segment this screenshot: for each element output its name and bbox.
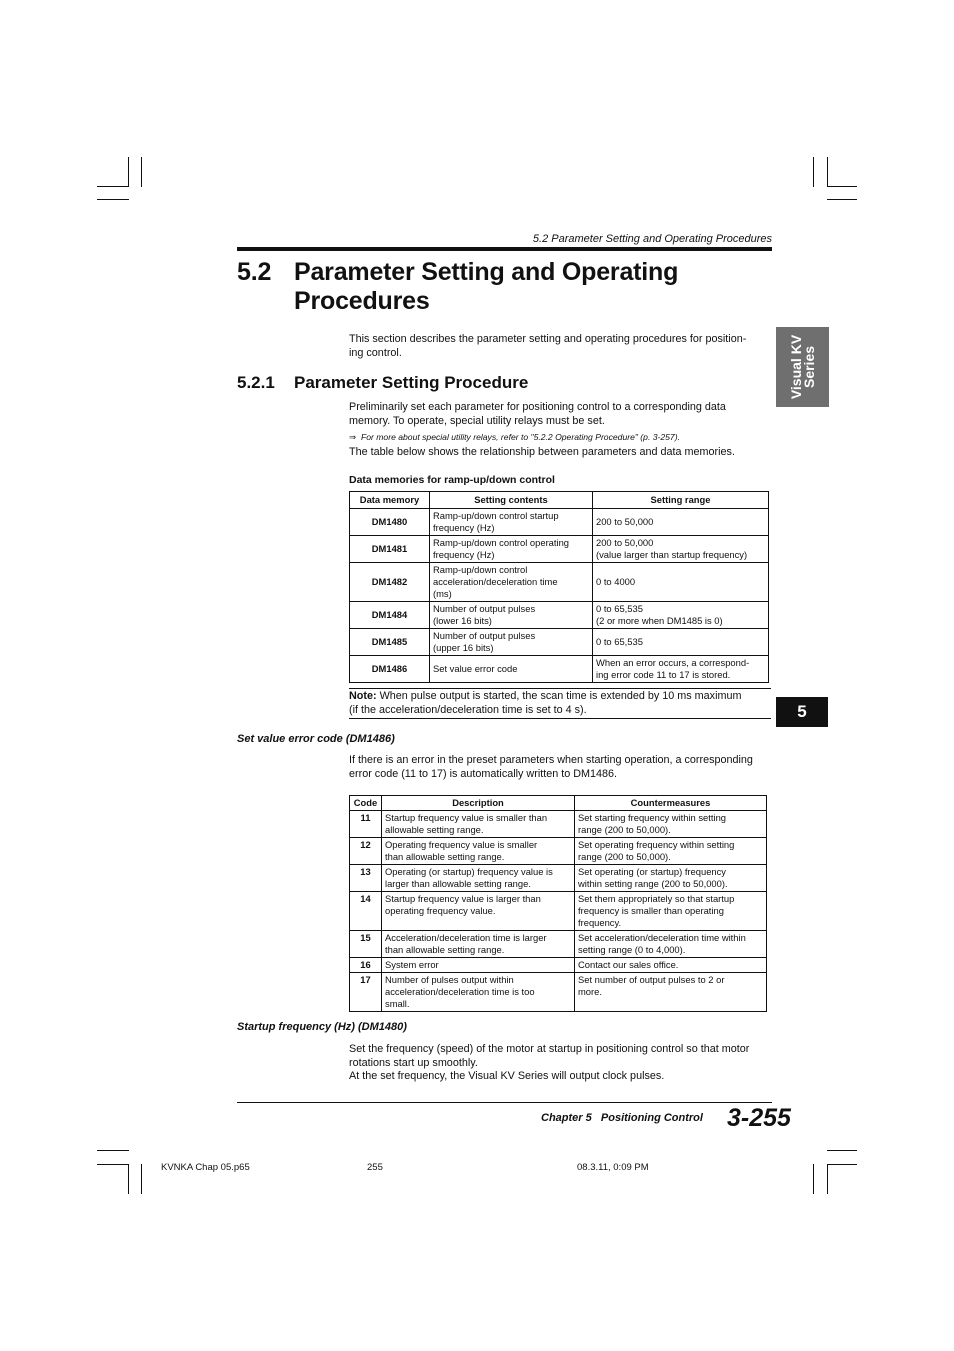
- side-tab: [776, 327, 829, 407]
- intro-line: ing control.: [349, 346, 402, 359]
- para-line: At the set frequency, the Visual KV Series will output clock pulses.: [349, 1070, 665, 1082]
- cross-reference[interactable]: ⇒ For more about special utility relays, refer to "5.2.2 Operating Procedure" (p. 3-257).: [349, 432, 680, 442]
- title-line2: Procedures: [294, 287, 430, 315]
- para-line: error code (11 to 17) is automatically written to DM1486.: [349, 767, 618, 780]
- footer-chapter: Chapter 5 Positioning Control: [541, 1112, 703, 1124]
- crop-mark: [813, 1164, 814, 1194]
- intro-paragraph: [349, 333, 746, 360]
- crop-mark: [128, 157, 129, 187]
- running-header: 5.2 Parameter Setting and Operating Procedures: [532, 233, 772, 245]
- crop-mark: [813, 157, 814, 187]
- crop-mark: [827, 1150, 857, 1151]
- column-header: Data memory: [350, 492, 430, 509]
- side-tab-label: Visual KV Series: [788, 334, 817, 400]
- para-line: memory. To operate, special utility relays must be set.: [349, 414, 605, 427]
- table-row: 12 Operating frequency value is smaller than allowable setting range. Set operating frequency within setting range (200 to 50,000).: [350, 838, 767, 865]
- table-row: 14 Startup frequency value is larger than operating frequency value. Set them appropriately so that startup frequency is smaller than operating frequency.: [350, 892, 767, 931]
- section-heading: [237, 373, 528, 393]
- table-row: DM1482 Ramp-up/down control acceleration/deceleration time (ms) 0 to 4000: [350, 563, 769, 602]
- title-number: 5.2: [237, 258, 272, 286]
- print-page: 255: [367, 1162, 383, 1173]
- table-row: 16 System error Contact our sales office.: [350, 958, 767, 973]
- print-file: KVNKA Chap 05.p65: [161, 1162, 250, 1173]
- intro-line: This section describes the parameter setting and operating procedures for position-: [349, 333, 747, 345]
- column-header: Countermeasures: [575, 796, 767, 811]
- crop-mark: [97, 186, 129, 187]
- para-line: Set the frequency (speed) of the motor at startup in positioning control so that motor: [349, 1043, 750, 1055]
- crop-mark: [827, 199, 857, 200]
- section-paragraph-2: The table below shows the relationship between parameters and data memories.: [349, 446, 735, 458]
- table-row: 17 Number of pulses output within acceleration/deceleration time is too small. Set number of output pulses to 2 or more.: [350, 973, 767, 1012]
- crop-mark: [141, 157, 142, 187]
- reference-arrow-icon: ⇒: [349, 432, 357, 442]
- footer-rule: [237, 1102, 772, 1103]
- table-row: 15 Acceleration/deceleration time is larger than allowable setting range. Set acceleration/deceleration time within setting range (0 to 4,000).: [350, 931, 767, 958]
- table-row: DM1486 Set value error code When an error occurs, a correspond- ing error code 11 to 17 is stored.: [350, 656, 769, 683]
- page-number: 3-255: [727, 1104, 791, 1132]
- column-header: Code: [350, 796, 382, 811]
- header-rule: [237, 247, 772, 251]
- table-header-row: [350, 492, 769, 509]
- error-code-paragraph: [349, 754, 753, 781]
- para-line: Preliminarily set each parameter for positioning control to a corresponding data: [349, 401, 726, 413]
- table-header-row: [350, 796, 767, 811]
- subheading-error-code: Set value error code (DM1486): [237, 733, 395, 745]
- para-line: If there is an error in the preset parameters when starting operation, a corresponding: [349, 754, 753, 766]
- crop-mark: [827, 157, 828, 187]
- note-text: When pulse output is started, the scan time is extended by 10 ms maximum: [376, 690, 742, 702]
- crop-mark: [97, 1150, 129, 1151]
- column-header: Description: [382, 796, 575, 811]
- table-row: DM1485 Number of output pulses (upper 16 bits) 0 to 65,535: [350, 629, 769, 656]
- title-line1: Parameter Setting and Operating: [294, 258, 679, 286]
- section-title: Parameter Setting Procedure: [294, 373, 529, 392]
- note-text-line2: (if the acceleration/deceleration time is set to 4 s).: [349, 703, 587, 716]
- error-code-table: [349, 795, 767, 1012]
- section-number: 5.2.1: [237, 373, 275, 392]
- chapter-tab: 5: [776, 697, 828, 727]
- crop-mark: [141, 1164, 142, 1194]
- crop-mark: [827, 1164, 828, 1194]
- table-row: DM1484 Number of output pulses (lower 16 bits) 0 to 65,535 (2 or more when DM1485 is 0): [350, 602, 769, 629]
- table-row: DM1481 Ramp-up/down control operating frequency (Hz) 200 to 50,000 (value larger than startup frequency): [350, 536, 769, 563]
- table-row: 13 Operating (or startup) frequency value is larger than allowable setting range. Set operating (or startup) frequency within setting range (200 to 50,000).: [350, 865, 767, 892]
- crop-mark: [827, 186, 857, 187]
- crop-mark: [97, 199, 129, 200]
- startup-frequency-paragraph: [349, 1043, 749, 1084]
- crop-mark: [827, 1164, 857, 1165]
- subheading-startup-frequency: Startup frequency (Hz) (DM1480): [237, 1021, 407, 1033]
- note-box: [349, 688, 771, 719]
- page-title: [237, 258, 678, 316]
- crop-mark: [97, 1164, 129, 1165]
- data-memory-table: [349, 491, 769, 683]
- table-row: DM1480 Ramp-up/down control startup frequency (Hz) 200 to 50,000: [350, 509, 769, 536]
- table1-caption: Data memories for ramp-up/down control: [349, 474, 555, 486]
- column-header: Setting contents: [430, 492, 593, 509]
- crop-mark: [128, 1164, 129, 1194]
- note-label: Note:: [349, 690, 377, 702]
- para-line: rotations start up smoothly.: [349, 1056, 478, 1069]
- column-header: Setting range: [593, 492, 769, 509]
- table-row: 11 Startup frequency value is smaller than allowable setting range. Set starting frequency within setting range (200 to 50,000).: [350, 811, 767, 838]
- section-paragraph: [349, 401, 726, 428]
- print-date: 08.3.11, 0:09 PM: [577, 1162, 649, 1173]
